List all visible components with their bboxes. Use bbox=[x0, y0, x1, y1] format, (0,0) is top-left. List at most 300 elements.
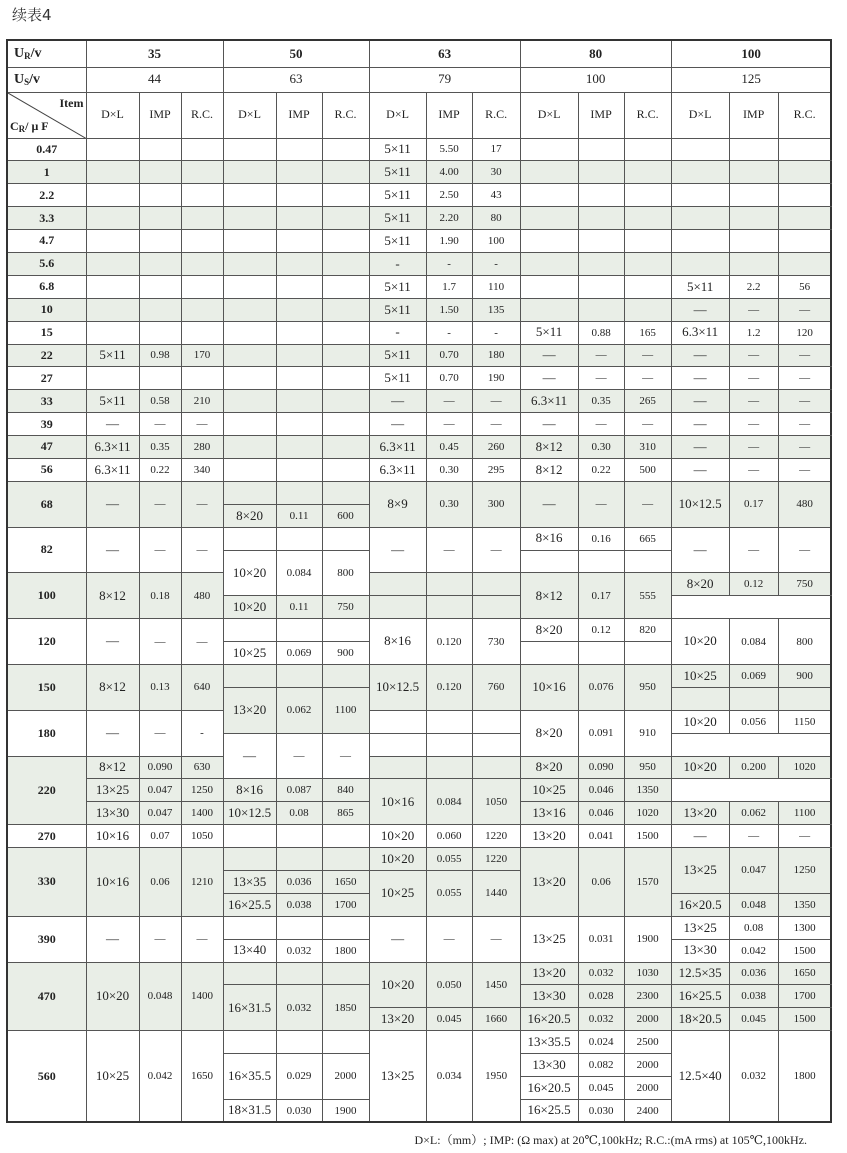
imp-cell: — bbox=[729, 527, 778, 573]
imp-cell: — bbox=[578, 481, 624, 527]
rc-cell: 56 bbox=[778, 275, 831, 298]
imp-cell bbox=[578, 252, 624, 275]
table-row bbox=[7, 825, 831, 848]
table-row bbox=[7, 298, 831, 321]
dxl-cell: 10×16 bbox=[86, 825, 139, 848]
dxl-cell: 5×11 bbox=[86, 344, 139, 367]
dxl-cell: 5×11 bbox=[369, 275, 426, 298]
table-row bbox=[7, 344, 831, 367]
surge-voltage-79: 79 bbox=[369, 67, 520, 92]
imp-cell bbox=[729, 184, 778, 207]
rc-cell: — bbox=[472, 413, 520, 436]
table-row bbox=[7, 207, 831, 230]
rc-cell bbox=[181, 321, 223, 344]
table-row bbox=[7, 756, 831, 779]
rc-cell: 900 bbox=[778, 664, 831, 687]
imp-cell: 0.17 bbox=[729, 481, 778, 527]
rc-cell bbox=[322, 458, 369, 481]
capacitance-cell: 3.3 bbox=[7, 207, 86, 230]
rc-cell: 1210 bbox=[181, 848, 223, 917]
rc-cell bbox=[181, 275, 223, 298]
rc-cell: 2000 bbox=[624, 1077, 671, 1100]
imp-cell: 0.13 bbox=[139, 664, 181, 710]
imp-cell bbox=[139, 161, 181, 184]
imp-cell bbox=[729, 230, 778, 253]
imp-cell: 0.090 bbox=[139, 756, 181, 779]
rc-cell: 900 bbox=[322, 642, 369, 665]
imp-cell: 0.08 bbox=[729, 916, 778, 939]
surge-voltage-label bbox=[7, 67, 86, 92]
imp-cell: 0.069 bbox=[276, 642, 322, 665]
dxl-cell: 13×40 bbox=[223, 939, 276, 962]
dxl-cell: 13×16 bbox=[520, 802, 578, 825]
us-letter: U bbox=[14, 71, 25, 87]
dxl-cell: 10×20 bbox=[671, 619, 729, 665]
dxl-cell: 13×20 bbox=[369, 1008, 426, 1031]
rc-cell: 500 bbox=[624, 458, 671, 481]
imp-cell: 0.029 bbox=[276, 1054, 322, 1100]
rc-cell: 1650 bbox=[181, 1031, 223, 1123]
imp-cell: 1.50 bbox=[426, 298, 472, 321]
capacitance-cell: 47 bbox=[7, 436, 86, 459]
imp-cell: 0.060 bbox=[426, 825, 472, 848]
imp-cell: — bbox=[276, 733, 322, 779]
imp-cell bbox=[139, 230, 181, 253]
rc-cell: 1900 bbox=[624, 916, 671, 962]
imp-cell: — bbox=[426, 527, 472, 573]
rc-cell: 665 bbox=[624, 527, 671, 550]
capacitance-cell: 4.7 bbox=[7, 230, 86, 253]
dxl-cell bbox=[223, 825, 276, 848]
dxl-cell: 13×25 bbox=[369, 1031, 426, 1123]
dxl-cell: 5×11 bbox=[369, 367, 426, 390]
us-subscript: S bbox=[24, 76, 30, 87]
dxl-cell: 8×16 bbox=[369, 619, 426, 665]
rc-cell: 260 bbox=[472, 436, 520, 459]
rc-cell: — bbox=[624, 367, 671, 390]
imp-cell: 0.35 bbox=[578, 390, 624, 413]
dxl-cell bbox=[520, 230, 578, 253]
imp-cell: 0.07 bbox=[139, 825, 181, 848]
dxl-cell: 8×16 bbox=[223, 779, 276, 802]
dxl-cell: — bbox=[223, 733, 276, 779]
cr-letter: C bbox=[10, 118, 19, 133]
dxl-cell bbox=[86, 367, 139, 390]
dxl-cell: 10×12.5 bbox=[223, 802, 276, 825]
dxl-cell bbox=[223, 527, 276, 550]
imp-cell bbox=[139, 367, 181, 390]
rc-cell bbox=[472, 756, 520, 779]
dxl-cell bbox=[223, 184, 276, 207]
dxl-cell: — bbox=[86, 710, 139, 756]
dxl-cell bbox=[86, 207, 139, 230]
rc-cell bbox=[624, 184, 671, 207]
dxl-cell: 13×25 bbox=[671, 916, 729, 939]
imp-cell: — bbox=[139, 527, 181, 573]
dxl-cell: 10×25 bbox=[223, 642, 276, 665]
imp-cell bbox=[426, 733, 472, 756]
rc-cell: — bbox=[778, 825, 831, 848]
dxl-cell: 5×11 bbox=[369, 161, 426, 184]
dxl-cell: — bbox=[671, 344, 729, 367]
dxl-cell bbox=[223, 161, 276, 184]
rc-cell: 840 bbox=[322, 779, 369, 802]
dxl-cell: — bbox=[671, 367, 729, 390]
dxl-cell: — bbox=[369, 413, 426, 436]
table-row bbox=[7, 481, 831, 504]
rc-cell: 1570 bbox=[624, 848, 671, 917]
rc-cell: 110 bbox=[472, 275, 520, 298]
rc-cell bbox=[624, 207, 671, 230]
rc-cell bbox=[624, 252, 671, 275]
dxl-cell bbox=[520, 252, 578, 275]
imp-cell: 0.22 bbox=[578, 458, 624, 481]
rc-cell: 910 bbox=[624, 710, 671, 756]
imp-cell bbox=[276, 413, 322, 436]
dxl-cell bbox=[223, 138, 276, 161]
rc-cell: — bbox=[181, 619, 223, 665]
dxl-cell: 13×25 bbox=[671, 848, 729, 894]
imp-cell: 0.062 bbox=[276, 687, 322, 733]
imp-cell bbox=[139, 138, 181, 161]
imp-cell: — bbox=[729, 825, 778, 848]
rc-cell: 280 bbox=[181, 436, 223, 459]
imp-cell: 0.032 bbox=[729, 1031, 778, 1123]
dxl-cell: — bbox=[671, 298, 729, 321]
imp-cell: 0.032 bbox=[276, 939, 322, 962]
table-row bbox=[7, 619, 831, 642]
dxl-cell: 6.3×11 bbox=[369, 458, 426, 481]
dxl-cell: 6.3×11 bbox=[520, 390, 578, 413]
rc-cell: 1660 bbox=[472, 1008, 520, 1031]
table-row bbox=[7, 664, 831, 687]
dxl-cell: — bbox=[520, 413, 578, 436]
imp-cell: 0.076 bbox=[578, 664, 624, 710]
capacitance-cell: 220 bbox=[7, 756, 86, 825]
imp-cell: — bbox=[729, 413, 778, 436]
dxl-cell: 10×20 bbox=[86, 962, 139, 1031]
rc-cell: 1400 bbox=[181, 802, 223, 825]
imp-cell bbox=[578, 161, 624, 184]
dxl-cell: — bbox=[86, 413, 139, 436]
imp-cell: — bbox=[729, 344, 778, 367]
capacitance-cell: 390 bbox=[7, 916, 86, 962]
dxl-cell: — bbox=[520, 481, 578, 527]
dxl-cell: 13×25 bbox=[520, 916, 578, 962]
dxl-cell: — bbox=[86, 916, 139, 962]
rated-voltage-label bbox=[7, 40, 86, 67]
capacitance-cell: 82 bbox=[7, 527, 86, 573]
imp-cell: 0.98 bbox=[139, 344, 181, 367]
rc-cell: 1800 bbox=[778, 1031, 831, 1123]
dxl-cell: 8×12 bbox=[520, 458, 578, 481]
dxl-cell: — bbox=[520, 367, 578, 390]
dxl-cell: — bbox=[86, 527, 139, 573]
dxl-cell: 6.3×11 bbox=[86, 436, 139, 459]
dxl-cell: 13×20 bbox=[520, 825, 578, 848]
dxl-cell bbox=[223, 344, 276, 367]
imp-cell bbox=[578, 642, 624, 665]
dxl-cell bbox=[223, 962, 276, 985]
rc-cell: — bbox=[778, 390, 831, 413]
dxl-cell: 5×11 bbox=[369, 138, 426, 161]
dxl-cell: — bbox=[671, 458, 729, 481]
imp-cell: 0.047 bbox=[139, 802, 181, 825]
imp-cell: 0.12 bbox=[729, 573, 778, 596]
rc-header: R.C. bbox=[624, 92, 671, 138]
dxl-cell bbox=[671, 252, 729, 275]
rc-cell bbox=[322, 825, 369, 848]
dxl-cell bbox=[223, 619, 276, 642]
rc-cell: 340 bbox=[181, 458, 223, 481]
dxl-cell: — bbox=[671, 413, 729, 436]
dxl-cell: 8×20 bbox=[520, 756, 578, 779]
ur-subscript: R bbox=[24, 50, 31, 61]
dxl-cell: 16×35.5 bbox=[223, 1054, 276, 1100]
rc-cell: 1020 bbox=[778, 756, 831, 779]
cr-unit: / μ F bbox=[25, 118, 49, 133]
imp-cell: — bbox=[139, 916, 181, 962]
dxl-cell: 10×20 bbox=[671, 756, 729, 779]
imp-cell: 0.030 bbox=[578, 1099, 624, 1122]
surge-voltage-44: 44 bbox=[86, 67, 223, 92]
dxl-cell bbox=[520, 161, 578, 184]
imp-cell: 0.032 bbox=[578, 962, 624, 985]
imp-cell bbox=[276, 161, 322, 184]
imp-cell bbox=[426, 573, 472, 596]
imp-cell: 0.038 bbox=[729, 985, 778, 1008]
imp-cell bbox=[578, 207, 624, 230]
rc-cell bbox=[778, 230, 831, 253]
rc-cell bbox=[472, 573, 520, 596]
imp-cell bbox=[276, 230, 322, 253]
imp-cell: 0.055 bbox=[426, 871, 472, 917]
imp-cell: 0.084 bbox=[729, 619, 778, 665]
rc-cell: 300 bbox=[472, 481, 520, 527]
rc-cell: — bbox=[778, 367, 831, 390]
imp-cell: 1.7 bbox=[426, 275, 472, 298]
imp-cell bbox=[276, 458, 322, 481]
rc-cell: 1150 bbox=[778, 710, 831, 733]
imp-cell bbox=[578, 230, 624, 253]
imp-header: IMP bbox=[139, 92, 181, 138]
imp-cell: 0.35 bbox=[139, 436, 181, 459]
ur-letter: U bbox=[14, 45, 25, 61]
rc-cell: — bbox=[472, 916, 520, 962]
dxl-cell: — bbox=[671, 436, 729, 459]
rc-cell: — bbox=[181, 413, 223, 436]
rc-cell: 100 bbox=[472, 230, 520, 253]
rc-cell: 750 bbox=[778, 573, 831, 596]
rc-cell bbox=[322, 207, 369, 230]
dxl-cell: — bbox=[671, 390, 729, 413]
imp-cell: 0.042 bbox=[139, 1031, 181, 1123]
rc-cell bbox=[472, 733, 520, 756]
imp-cell: 0.082 bbox=[578, 1054, 624, 1077]
imp-cell: — bbox=[139, 619, 181, 665]
dxl-cell: — bbox=[86, 619, 139, 665]
imp-cell: 0.200 bbox=[729, 756, 778, 779]
rc-cell bbox=[322, 184, 369, 207]
dxl-cell bbox=[671, 138, 729, 161]
dxl-cell bbox=[520, 207, 578, 230]
rc-cell: 800 bbox=[778, 619, 831, 665]
dxl-cell: 5×11 bbox=[520, 321, 578, 344]
dxl-cell: — bbox=[86, 481, 139, 527]
dxl-cell bbox=[86, 298, 139, 321]
imp-cell: 0.032 bbox=[578, 1008, 624, 1031]
dxl-cell bbox=[671, 687, 729, 710]
rc-cell: 1440 bbox=[472, 871, 520, 917]
rc-cell: 190 bbox=[472, 367, 520, 390]
imp-cell: 0.045 bbox=[426, 1008, 472, 1031]
rc-cell: 820 bbox=[624, 619, 671, 642]
item-cr-corner bbox=[7, 92, 86, 138]
imp-cell bbox=[139, 298, 181, 321]
imp-cell: 2.20 bbox=[426, 207, 472, 230]
imp-cell bbox=[426, 596, 472, 619]
rc-cell bbox=[322, 390, 369, 413]
dxl-cell bbox=[223, 367, 276, 390]
imp-cell: — bbox=[729, 436, 778, 459]
page-title: 续表4 bbox=[12, 6, 52, 24]
dxl-cell: — bbox=[369, 527, 426, 573]
rc-cell: — bbox=[181, 527, 223, 573]
rc-cell bbox=[624, 138, 671, 161]
rc-cell bbox=[322, 664, 369, 687]
imp-cell bbox=[276, 848, 322, 871]
imp-cell: 2.50 bbox=[426, 184, 472, 207]
rc-cell: 17 bbox=[472, 138, 520, 161]
table-row bbox=[7, 527, 831, 550]
table-row bbox=[7, 252, 831, 275]
imp-cell bbox=[276, 184, 322, 207]
dxl-cell bbox=[223, 664, 276, 687]
imp-cell bbox=[276, 390, 322, 413]
capacitance-cell: 39 bbox=[7, 413, 86, 436]
dxl-cell: 6.3×11 bbox=[671, 321, 729, 344]
imp-cell bbox=[729, 138, 778, 161]
dxl-cell: — bbox=[520, 344, 578, 367]
dxl-cell bbox=[223, 275, 276, 298]
imp-cell bbox=[276, 962, 322, 985]
rc-cell bbox=[624, 642, 671, 665]
rc-cell: 1900 bbox=[322, 1099, 369, 1122]
dxl-cell: 12.5×40 bbox=[671, 1031, 729, 1123]
surge-voltage-63: 63 bbox=[223, 67, 369, 92]
cr-subscript: R bbox=[18, 123, 26, 134]
rc-cell bbox=[322, 161, 369, 184]
rated-voltage-50: 50 bbox=[223, 40, 369, 67]
dxl-cell: 5×11 bbox=[671, 275, 729, 298]
rc-cell: 165 bbox=[624, 321, 671, 344]
dxl-cell: 10×20 bbox=[223, 596, 276, 619]
rc-cell: — bbox=[472, 390, 520, 413]
dxl-cell: 13×30 bbox=[520, 985, 578, 1008]
rc-cell: 480 bbox=[778, 481, 831, 527]
item-label: Item bbox=[59, 95, 84, 110]
dxl-cell bbox=[520, 275, 578, 298]
imp-cell bbox=[276, 619, 322, 642]
imp-cell: - bbox=[426, 252, 472, 275]
imp-cell: 0.062 bbox=[729, 802, 778, 825]
rc-cell bbox=[624, 550, 671, 573]
rc-cell: — bbox=[624, 413, 671, 436]
rc-header: R.C. bbox=[472, 92, 520, 138]
rc-cell bbox=[322, 321, 369, 344]
dxl-cell: 12.5×35 bbox=[671, 962, 729, 985]
dxl-cell: 6.3×11 bbox=[369, 436, 426, 459]
dxl-cell bbox=[520, 138, 578, 161]
rc-cell bbox=[181, 138, 223, 161]
imp-cell bbox=[276, 298, 322, 321]
dxl-cell bbox=[86, 321, 139, 344]
imp-cell bbox=[276, 275, 322, 298]
imp-cell: 0.12 bbox=[578, 619, 624, 642]
dxl-cell: 10×16 bbox=[520, 664, 578, 710]
rc-cell: 730 bbox=[472, 619, 520, 665]
rc-cell bbox=[181, 252, 223, 275]
imp-cell: 0.120 bbox=[426, 664, 472, 710]
dxl-cell: 8×16 bbox=[520, 527, 578, 550]
imp-cell: 1.2 bbox=[729, 321, 778, 344]
imp-cell bbox=[276, 1031, 322, 1054]
rc-cell bbox=[322, 436, 369, 459]
imp-cell: — bbox=[578, 413, 624, 436]
dxl-cell: 10×12.5 bbox=[671, 481, 729, 527]
rc-cell: 2500 bbox=[624, 1031, 671, 1054]
rc-cell: 2000 bbox=[624, 1054, 671, 1077]
dxl-cell: 16×20.5 bbox=[520, 1077, 578, 1100]
dxl-cell bbox=[86, 138, 139, 161]
rc-cell bbox=[181, 207, 223, 230]
rc-cell: 865 bbox=[322, 802, 369, 825]
dxl-cell: 5×11 bbox=[369, 298, 426, 321]
imp-cell: 0.047 bbox=[729, 848, 778, 894]
rc-cell: 1300 bbox=[778, 916, 831, 939]
rc-cell: 1400 bbox=[181, 962, 223, 1031]
rated-voltage-row bbox=[7, 40, 831, 67]
dxl-cell bbox=[223, 848, 276, 871]
capacitance-cell: 27 bbox=[7, 367, 86, 390]
imp-cell: — bbox=[139, 710, 181, 756]
rc-cell: 1450 bbox=[472, 962, 520, 1008]
imp-cell: 0.11 bbox=[276, 504, 322, 527]
dxl-header: D×L bbox=[223, 92, 276, 138]
imp-cell: 0.087 bbox=[276, 779, 322, 802]
imp-cell: 0.032 bbox=[276, 985, 322, 1031]
rc-cell: 80 bbox=[472, 207, 520, 230]
dxl-cell bbox=[86, 230, 139, 253]
dxl-cell: 16×20.5 bbox=[671, 893, 729, 916]
imp-cell: — bbox=[426, 390, 472, 413]
column-header-row bbox=[7, 92, 831, 138]
imp-cell bbox=[276, 664, 322, 687]
rc-cell: 170 bbox=[181, 344, 223, 367]
rated-voltage-100: 100 bbox=[671, 40, 831, 67]
imp-cell: 0.88 bbox=[578, 321, 624, 344]
rc-cell bbox=[624, 161, 671, 184]
rc-header: R.C. bbox=[322, 92, 369, 138]
table-row bbox=[7, 458, 831, 481]
dxl-cell: 8×12 bbox=[86, 756, 139, 779]
rc-cell: 1650 bbox=[778, 962, 831, 985]
rc-header: R.C. bbox=[181, 92, 223, 138]
cr-label bbox=[10, 120, 49, 135]
dxl-cell: 10×12.5 bbox=[369, 664, 426, 710]
table-row bbox=[7, 436, 831, 459]
rc-cell: 1350 bbox=[624, 779, 671, 802]
